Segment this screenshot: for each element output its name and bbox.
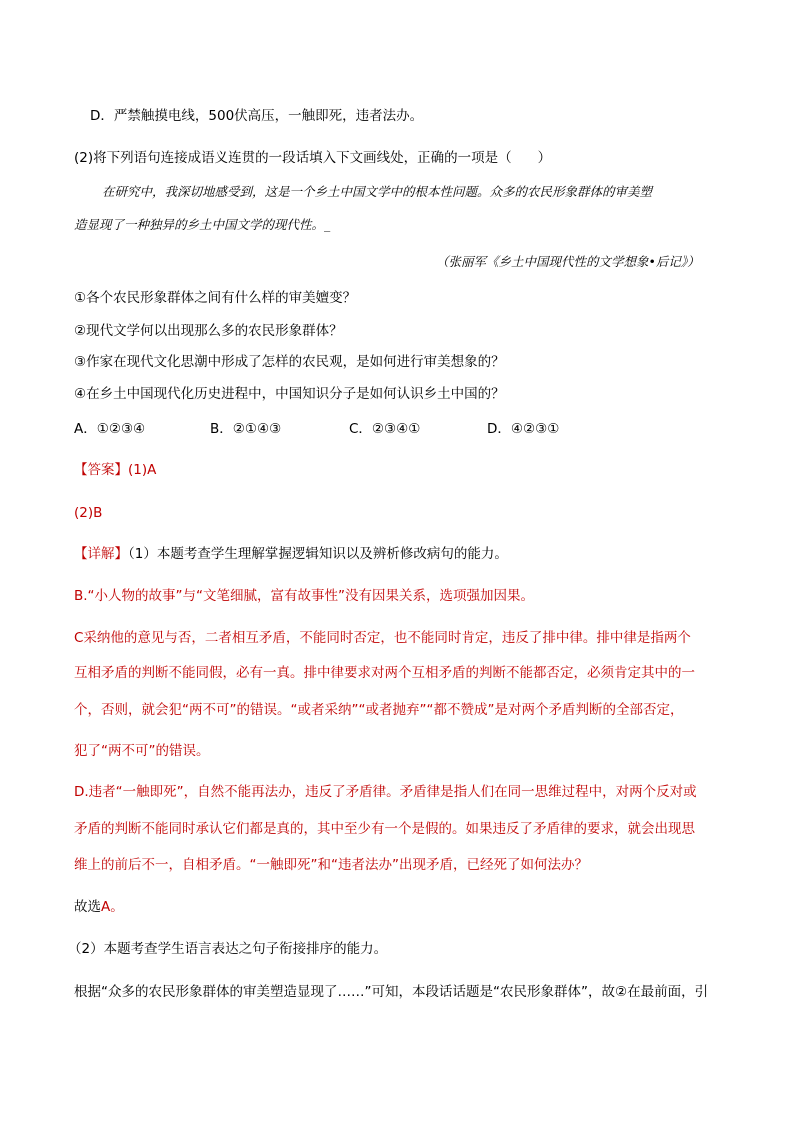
choice-c: C．②③④① (349, 421, 421, 437)
detail-intro-text: （1）本题考查学生理解掌握逻辑知识以及辨析修改病句的能力。 (128, 546, 508, 562)
question-option-d: D．严禁触摸电线，500伏高压，一触即死，违者法办。 (90, 108, 424, 124)
detail-choose-letter: A。 (101, 899, 124, 915)
detail-intro (74, 544, 508, 564)
answer-line-1 (74, 460, 156, 480)
passage-source: （张丽军《乡土中国现代性的文学想象•后记》） (436, 254, 700, 269)
detail-last-line: 根据“众多的农民形象群体的审美塑造显现了……”可知，本段话话题是“农民形象群体”，故②在最前面，引 (74, 984, 709, 1000)
detail-b-line: B.“小人物的故事”与“文笔细腻，富有故事性”没有因果关系，选项强加因果。 (74, 588, 535, 604)
question-2-stem (74, 148, 551, 168)
list-item: ③作家在现代文化思潮中形成了怎样的农民观，是如何进行审美想象的？ (74, 354, 505, 370)
detail-intro-2: （2）本题考查学生语言表达之句子衔接排序的能力。 (68, 941, 388, 957)
answer-1: (1)A (128, 462, 157, 478)
choice-d: D．④②③① (487, 421, 560, 437)
detail-c-line-4: 犯了“两不可”的错误。 (74, 743, 210, 759)
choice-b: B．②①④③ (210, 421, 282, 437)
detail-choose-prefix: 故选 (74, 899, 101, 915)
answer-label: 【答案】 (74, 462, 128, 478)
question-2-stem-text: (2)将下列语句连接成语义连贯的一段话填入下文画线处，正确的一项是（ (74, 150, 512, 166)
passage-line-1: 在研究中，我深切地感受到，这是一个乡土中国文学中的根本性问题。众多的农民形象群体的审美塑 (102, 184, 653, 199)
detail-c-line-3: 个，否则，就会犯“两不可”的错误。“或者采纳”“或者抛弃”“都不赞成”是对两个矛盾判断的全部否定， (74, 702, 684, 718)
answer-2: (2)B (74, 505, 103, 521)
detail-d-line-2: 矛盾的判断不能同时承认它们都是真的，其中至少有一个是假的。如果违反了矛盾律的要求，就会出现思 (74, 821, 695, 837)
detail-label: 【详解】 (74, 546, 128, 562)
list-item: ④在乡土中国现代化历史进程中，中国知识分子是如何认识乡土中国的？ (74, 386, 505, 402)
detail-d-line-1: D.违者“一触即死”，自然不能再法办，违反了矛盾律。矛盾律是指人们在同一思维过程中，对两个反对或 (74, 784, 697, 800)
list-item: ②现代文学何以出现那么多的农民形象群体？ (74, 323, 343, 339)
list-item: ①各个农民形象群体之间有什么样的审美嬗变？ (74, 290, 357, 306)
choice-a: A．①②③④ (74, 421, 146, 437)
detail-c-line-2: 互相矛盾的判断不能同假，必有一真。排中律要求对两个互相矛盾的判断不能都否定，必须肯定其中的一 (74, 665, 695, 681)
detail-choose (74, 897, 124, 917)
passage-line-2: 造显现了一种独异的乡土中国文学的现代性。_ (74, 217, 331, 232)
detail-c-line-1: C采纳他的意见与否，二者相互矛盾，不能同时否定，也不能同时肯定，违反了排中律。排中律是指两个 (74, 630, 691, 646)
question-2-stem-end: ） (537, 150, 552, 166)
detail-d-line-3: 维上的前后不一，自相矛盾。“一触即死”和“违者法办”出现矛盾，已经死了如何法办？ (74, 857, 588, 873)
